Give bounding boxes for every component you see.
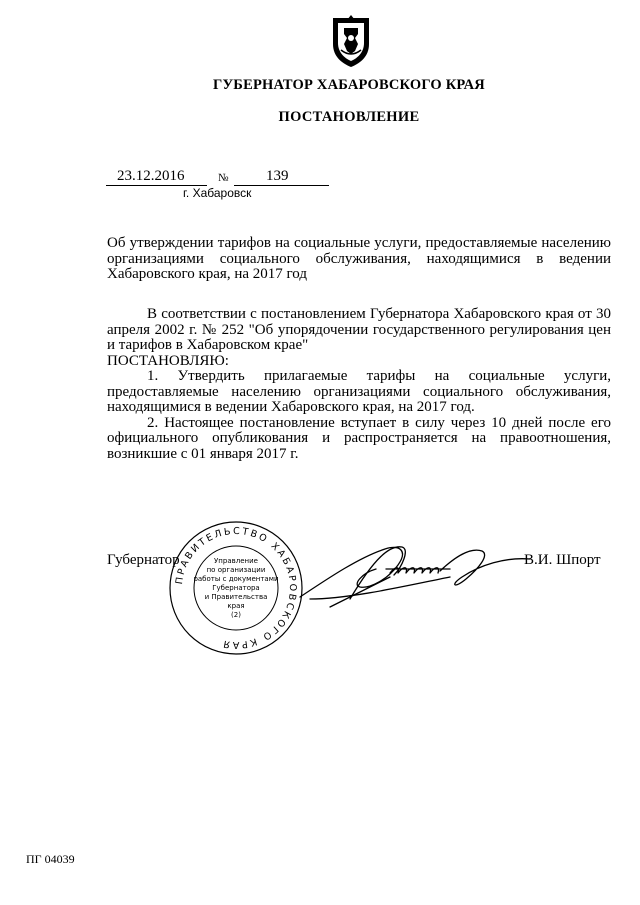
footer-code: ПГ 04039	[26, 852, 75, 866]
stamp-line-7: (2)	[231, 611, 241, 619]
stamp-line-5: и Правительства	[204, 593, 268, 601]
document-number: 139	[266, 168, 289, 184]
stamp-line-4: Губернатора	[212, 584, 260, 592]
stamp-line-6: края	[227, 602, 245, 610]
decree-word: ПОСТАНОВЛЯЮ:	[107, 352, 229, 369]
stamp-line-2: по организации	[206, 566, 266, 574]
stamp-line-3: работы с документами	[193, 575, 279, 583]
document-date: 23.12.2016	[117, 168, 185, 184]
item-2-paragraph: 2. Настоящее постановление вступает в силу через 10 дней после его официального опубликования и распространяется на правоотношения, возникшие с 01 января 2017 г.	[107, 414, 611, 462]
handwritten-signature-icon	[290, 537, 540, 617]
issuer-heading: ГУБЕРНАТОР ХАБАРОВСКОГО КРАЯ	[213, 77, 485, 93]
signatory-name: В.И. Шпорт	[524, 552, 601, 568]
item-1-paragraph: 1. Утвердить прилагаемые тарифы на социальные услуги, предоставляемые населению организациями социального обслуживания, находящимися в ведении Хабаровского края, на 2017 год.	[107, 368, 611, 415]
number-sign: №	[218, 172, 229, 184]
stamp-line-1: Управление	[214, 557, 258, 565]
stamp-ring-text: ПРАВИТЕЛЬСТВО ХАБАРОВСКОГО КРАЯ	[173, 525, 299, 651]
document-body	[107, 307, 611, 462]
document-type-heading: ПОСТАНОВЛЕНИЕ	[278, 109, 420, 125]
signatory-position: Губернатор	[107, 552, 180, 568]
preamble-paragraph: В соответствии с постановлением Губернатора Хабаровского края от 30 апреля 2002 г. № 252 "Об упорядочении государственного регулирования цен и тарифов в Хабаровском крае"	[107, 306, 611, 353]
issue-city: г. Хабаровск	[183, 186, 252, 200]
document-subject: Об утверждении тарифов на социальные услуги, предоставляемые населению организациями социального обслуживания, находящимися в ведении Хабаровского края, на 2017 год	[107, 235, 611, 282]
coat-of-arms-icon	[329, 14, 373, 68]
official-seal-icon	[166, 518, 306, 658]
